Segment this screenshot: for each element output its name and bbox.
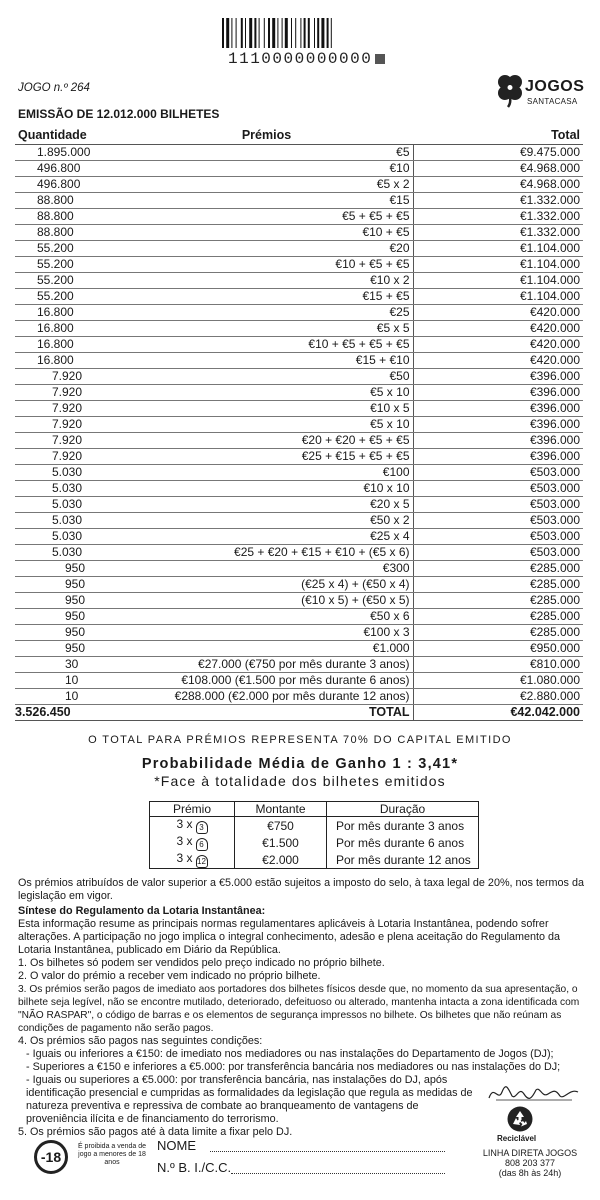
annuity-duracao: Por mês durante 6 anos — [327, 834, 479, 851]
prize-total: €420.000 — [413, 304, 583, 320]
prize-row — [15, 352, 583, 368]
annuity-row — [150, 851, 479, 869]
prize-total: €396.000 — [413, 400, 583, 416]
logo-text: JOGOS — [525, 78, 585, 95]
prize-description: €300 — [120, 560, 413, 576]
prize-total: €420.000 — [413, 352, 583, 368]
prize-total: €503.000 — [413, 528, 583, 544]
prize-quantity: 950 — [15, 608, 120, 624]
prize-row — [15, 544, 583, 560]
name-field-label: NOME — [157, 1138, 196, 1153]
issue-count: EMISSÃO DE 12.012.000 BILHETES — [18, 107, 220, 121]
prize-row — [15, 672, 583, 688]
prize-row — [15, 560, 583, 576]
prize-quantity: 16.800 — [15, 352, 120, 368]
prize-description: €10 + €5 + €5 — [120, 256, 413, 272]
prize-description: (€10 x 5) + (€50 x 5) — [120, 592, 413, 608]
prize-row — [15, 384, 583, 400]
barcode-square-icon — [375, 54, 385, 64]
regulation-item-4c: - Iguais ou superiores a €5.000: por transferência bancária, nas instalações do DJ, após identificação presencial e cumpridas as formalidades da legislação que regula as medidas de natureza preventiva e repressiva de combate ao branqueamento de vantagens de proveniência ilícita e de financiamento do terrorismo. — [26, 1074, 473, 1125]
money-bag-icon: 6 — [196, 838, 208, 851]
prize-total: €810.000 — [413, 656, 583, 672]
helpline-phone: 808 203 377 — [504, 1158, 556, 1168]
prize-row — [15, 144, 583, 160]
prize-total: €285.000 — [413, 560, 583, 576]
prize-total: €1.332.000 — [413, 208, 583, 224]
prize-description: €1.000 — [120, 640, 413, 656]
annuity-row — [150, 834, 479, 851]
prize-quantity: 496.800 — [15, 176, 120, 192]
regulation-item-4a: - Iguais ou inferiores a €150: de imediato nos mediadores ou nas instalações do Departamento de Jogos (DJ); — [26, 1048, 554, 1060]
prize-row — [15, 368, 583, 384]
prize-quantity: 950 — [15, 624, 120, 640]
prize-quantity: 950 — [15, 560, 120, 576]
prize-row — [15, 464, 583, 480]
prize-description: (€25 x 4) + (€50 x 4) — [120, 576, 413, 592]
prize-row — [15, 432, 583, 448]
game-number: JOGO n.º 264 — [18, 82, 90, 94]
prize-row — [15, 528, 583, 544]
prize-quantity: 88.800 — [15, 224, 120, 240]
prize-total: €503.000 — [413, 480, 583, 496]
prize-row — [15, 192, 583, 208]
prize-row — [15, 448, 583, 464]
prize-row — [15, 512, 583, 528]
annuity-premio: 3 x 6 — [150, 834, 235, 851]
total-label: TOTAL — [120, 704, 413, 720]
prize-total: €1.104.000 — [413, 272, 583, 288]
total-quantity: 3.526.450 — [15, 704, 120, 720]
prize-quantity: 496.800 — [15, 160, 120, 176]
prize-description: €5 x 10 — [120, 384, 413, 400]
prize-description: €27.000 (€750 por mês durante 3 anos) — [120, 656, 413, 672]
prize-description: €50 x 6 — [120, 608, 413, 624]
regulation-intro: Esta informação resume as principais normas regulamentares aplicáveis à Lotaria Instantânea, podendo sofrer alterações. A participação no jogo implica o integral conhecimento, adesão e plena aceitação do Regulamento da Lotaria Instantânea, publicado em Diário da República. — [18, 918, 561, 956]
regulation-item-4: 4. Os prémios são pagos nas seguintes condições: — [18, 1035, 263, 1047]
prize-total: €503.000 — [413, 512, 583, 528]
prize-total: €1.332.000 — [413, 224, 583, 240]
prize-description: €10 — [120, 160, 413, 176]
prize-total: €396.000 — [413, 384, 583, 400]
prize-quantity: 5.030 — [15, 480, 120, 496]
column-duracao: Duração — [327, 802, 479, 817]
annuity-premio: 3 x 3 — [150, 817, 235, 835]
prize-quantity: 16.800 — [15, 304, 120, 320]
prize-description: €5 x 2 — [120, 176, 413, 192]
prize-description: €100 x 3 — [120, 624, 413, 640]
prize-description: €10 + €5 — [120, 224, 413, 240]
prize-description: €15 + €10 — [120, 352, 413, 368]
prize-table-header — [15, 127, 583, 144]
prize-description: €20 — [120, 240, 413, 256]
prize-description: €100 — [120, 464, 413, 480]
prize-total: €285.000 — [413, 608, 583, 624]
prize-row — [15, 592, 583, 608]
column-total: Total — [413, 127, 583, 144]
prize-row — [15, 320, 583, 336]
prize-quantity: 88.800 — [15, 208, 120, 224]
prize-description: €15 — [120, 192, 413, 208]
annuity-duracao: Por mês durante 3 anos — [327, 817, 479, 835]
prize-description: €25 x 4 — [120, 528, 413, 544]
age-restriction-text: É proibida a venda de jogo a menores de 18 anos — [77, 1143, 147, 1166]
signature — [486, 1080, 582, 1106]
prize-quantity: 7.920 — [15, 368, 120, 384]
prize-total: €285.000 — [413, 576, 583, 592]
barcode-number: 1110000000000 — [228, 50, 385, 68]
prize-total: €396.000 — [413, 448, 583, 464]
money-bag-icon: 12 — [197, 857, 206, 866]
prize-description: €108.000 (€1.500 por mês durante 6 anos) — [120, 672, 413, 688]
prize-quantity: 950 — [15, 592, 120, 608]
annuity-table-header — [150, 802, 479, 817]
prize-quantity: 7.920 — [15, 416, 120, 432]
prize-quantity: 950 — [15, 640, 120, 656]
barcode — [222, 18, 392, 48]
prize-quantity: 88.800 — [15, 192, 120, 208]
prize-row — [15, 176, 583, 192]
prize-description: €25 + €20 + €15 + €10 + (€5 x 6) — [120, 544, 413, 560]
prize-quantity: 5.030 — [15, 512, 120, 528]
prize-total: €396.000 — [413, 432, 583, 448]
prize-quantity: 7.920 — [15, 432, 120, 448]
prize-total: €4.968.000 — [413, 160, 583, 176]
prize-quantity: 7.920 — [15, 448, 120, 464]
prize-description: €10 x 5 — [120, 400, 413, 416]
prize-total: €503.000 — [413, 464, 583, 480]
prize-percentage-note: O TOTAL PARA PRÉMIOS REPRESENTA 70% DO CAPITAL EMITIDO — [88, 734, 512, 746]
prize-total: €503.000 — [413, 544, 583, 560]
prize-row — [15, 656, 583, 672]
prize-description: €25 + €15 + €5 + €5 — [120, 448, 413, 464]
annuity-montante: €2.000 — [235, 851, 327, 869]
prize-quantity: 5.030 — [15, 496, 120, 512]
prize-description: €20 + €20 + €5 + €5 — [120, 432, 413, 448]
prize-row — [15, 240, 583, 256]
prize-total: €1.104.000 — [413, 240, 583, 256]
prize-description: €5 x 5 — [120, 320, 413, 336]
prize-row — [15, 608, 583, 624]
prize-total: €1.080.000 — [413, 672, 583, 688]
regulation-item-5: 5. Os prémios são pagos até à data limite a fixar pelo DJ. — [18, 1126, 293, 1138]
prize-quantity: 10 — [15, 672, 120, 688]
prize-row — [15, 272, 583, 288]
prize-quantity: 55.200 — [15, 272, 120, 288]
helpline-title: LINHA DIRETA JOGOS — [482, 1148, 578, 1158]
prize-total: €2.880.000 — [413, 688, 583, 704]
annuity-row — [150, 817, 479, 835]
probability-footnote: *Face à totalidade dos bilhetes emitidos — [154, 773, 446, 789]
recyclable-label: Reciclável — [497, 1134, 537, 1143]
prize-table — [15, 127, 583, 721]
prize-row — [15, 160, 583, 176]
regulation-item-3: 3. Os prémios serão pagos de imediato aos portadores dos bilhetes físicos desde que, no momento da sua apresentação, o bilhete seja legível, não se encontre mutilado, deteriorado, defeituoso ou alterado, mantenha intacta a zona identificada com "NÃO RASPAR", o código de barras e os elementos de segurança impressos no bilhete. Os bilhetes que não reúnam as condições de pagamento não serão pagos. — [18, 984, 580, 1034]
prize-row — [15, 416, 583, 432]
column-premios: Prémios — [120, 127, 413, 144]
name-field-line[interactable] — [210, 1151, 445, 1152]
annuity-table — [149, 801, 479, 869]
annuity-premio: 3 x 12 — [150, 851, 235, 869]
prize-total: €4.968.000 — [413, 176, 583, 192]
prize-description: €5 — [120, 144, 413, 160]
prize-description: €5 + €5 + €5 — [120, 208, 413, 224]
stamp-duty-note: Os prémios atribuídos de valor superior a €5.000 estão sujeitos a imposto do selo, à taxa legal de 20%, nos termos da legislação em vigor. — [18, 877, 584, 902]
prize-quantity: 16.800 — [15, 336, 120, 352]
prize-description: €5 x 10 — [120, 416, 413, 432]
total-amount: €42.042.000 — [413, 704, 583, 720]
annuity-montante: €1.500 — [235, 834, 327, 851]
prize-total: €420.000 — [413, 320, 583, 336]
prize-row — [15, 480, 583, 496]
prize-quantity: 30 — [15, 656, 120, 672]
recycle-icon — [507, 1106, 533, 1132]
prize-row — [15, 208, 583, 224]
prize-quantity: 1.895.000 — [15, 144, 120, 160]
prize-quantity: 950 — [15, 576, 120, 592]
prize-total: €1.104.000 — [413, 288, 583, 304]
prize-quantity: 16.800 — [15, 320, 120, 336]
prize-description: €10 x 2 — [120, 272, 413, 288]
prize-total: €285.000 — [413, 624, 583, 640]
logo-subtext: SANTACASA — [527, 97, 578, 106]
prize-row — [15, 224, 583, 240]
prize-description: €50 x 2 — [120, 512, 413, 528]
prize-row — [15, 624, 583, 640]
column-montante: Montante — [235, 802, 327, 817]
prize-row — [15, 496, 583, 512]
prize-description: €10 x 10 — [120, 480, 413, 496]
prize-quantity: 7.920 — [15, 384, 120, 400]
column-premio: Prémio — [150, 802, 235, 817]
prize-row — [15, 304, 583, 320]
prize-row — [15, 688, 583, 704]
prize-total: €1.332.000 — [413, 192, 583, 208]
prize-total: €950.000 — [413, 640, 583, 656]
win-probability: Probabilidade Média de Ganho 1 : 3,41* — [141, 756, 459, 772]
prize-total: €396.000 — [413, 416, 583, 432]
prize-quantity: 55.200 — [15, 240, 120, 256]
prize-quantity: 5.030 — [15, 544, 120, 560]
prize-description: €50 — [120, 368, 413, 384]
regulation-item-2: 2. O valor do prémio a receber vem indicado no próprio bilhete. — [18, 970, 321, 982]
id-field-label: N.º B. I./C.C. — [157, 1160, 232, 1175]
prize-row — [15, 400, 583, 416]
prize-description: €15 + €5 — [120, 288, 413, 304]
prize-row — [15, 576, 583, 592]
age-restriction-badge: -18 — [34, 1140, 68, 1174]
prize-description: €10 + €5 + €5 + €5 — [120, 336, 413, 352]
prize-description: €288.000 (€2.000 por mês durante 12 anos) — [120, 688, 413, 704]
prize-total-row — [15, 704, 583, 720]
regulation-item-4b: - Superiores a €150 e inferiores a €5.000: por transferência bancária nos mediadores ou nas instalações do DJ; — [26, 1061, 561, 1073]
prize-quantity: 10 — [15, 688, 120, 704]
prize-quantity: 5.030 — [15, 464, 120, 480]
prize-total: €503.000 — [413, 496, 583, 512]
regulation-title: Síntese do Regulamento da Lotaria Instantânea: — [18, 905, 266, 917]
prize-description: €25 — [120, 304, 413, 320]
prize-total: €1.104.000 — [413, 256, 583, 272]
prize-quantity: 7.920 — [15, 400, 120, 416]
column-quantidade: Quantidade — [15, 127, 120, 144]
prize-quantity: 5.030 — [15, 528, 120, 544]
helpline-hours: (das 8h às 24h) — [498, 1168, 562, 1178]
helpline — [470, 1148, 590, 1178]
prize-row — [15, 288, 583, 304]
id-field-line[interactable] — [231, 1173, 445, 1174]
prize-row — [15, 256, 583, 272]
prize-quantity: 55.200 — [15, 256, 120, 272]
regulation-item-1: 1. Os bilhetes só podem ser vendidos pelo preço indicado no próprio bilhete. — [18, 957, 385, 969]
prize-row — [15, 336, 583, 352]
annuity-duracao: Por mês durante 12 anos — [327, 851, 479, 869]
prize-description: €20 x 5 — [120, 496, 413, 512]
annuity-montante: €750 — [235, 817, 327, 835]
prize-total: €420.000 — [413, 336, 583, 352]
prize-total: €285.000 — [413, 592, 583, 608]
money-bag-icon: 3 — [196, 821, 208, 834]
prize-total: €9.475.000 — [413, 144, 583, 160]
prize-row — [15, 640, 583, 656]
prize-total: €396.000 — [413, 368, 583, 384]
prize-quantity: 55.200 — [15, 288, 120, 304]
